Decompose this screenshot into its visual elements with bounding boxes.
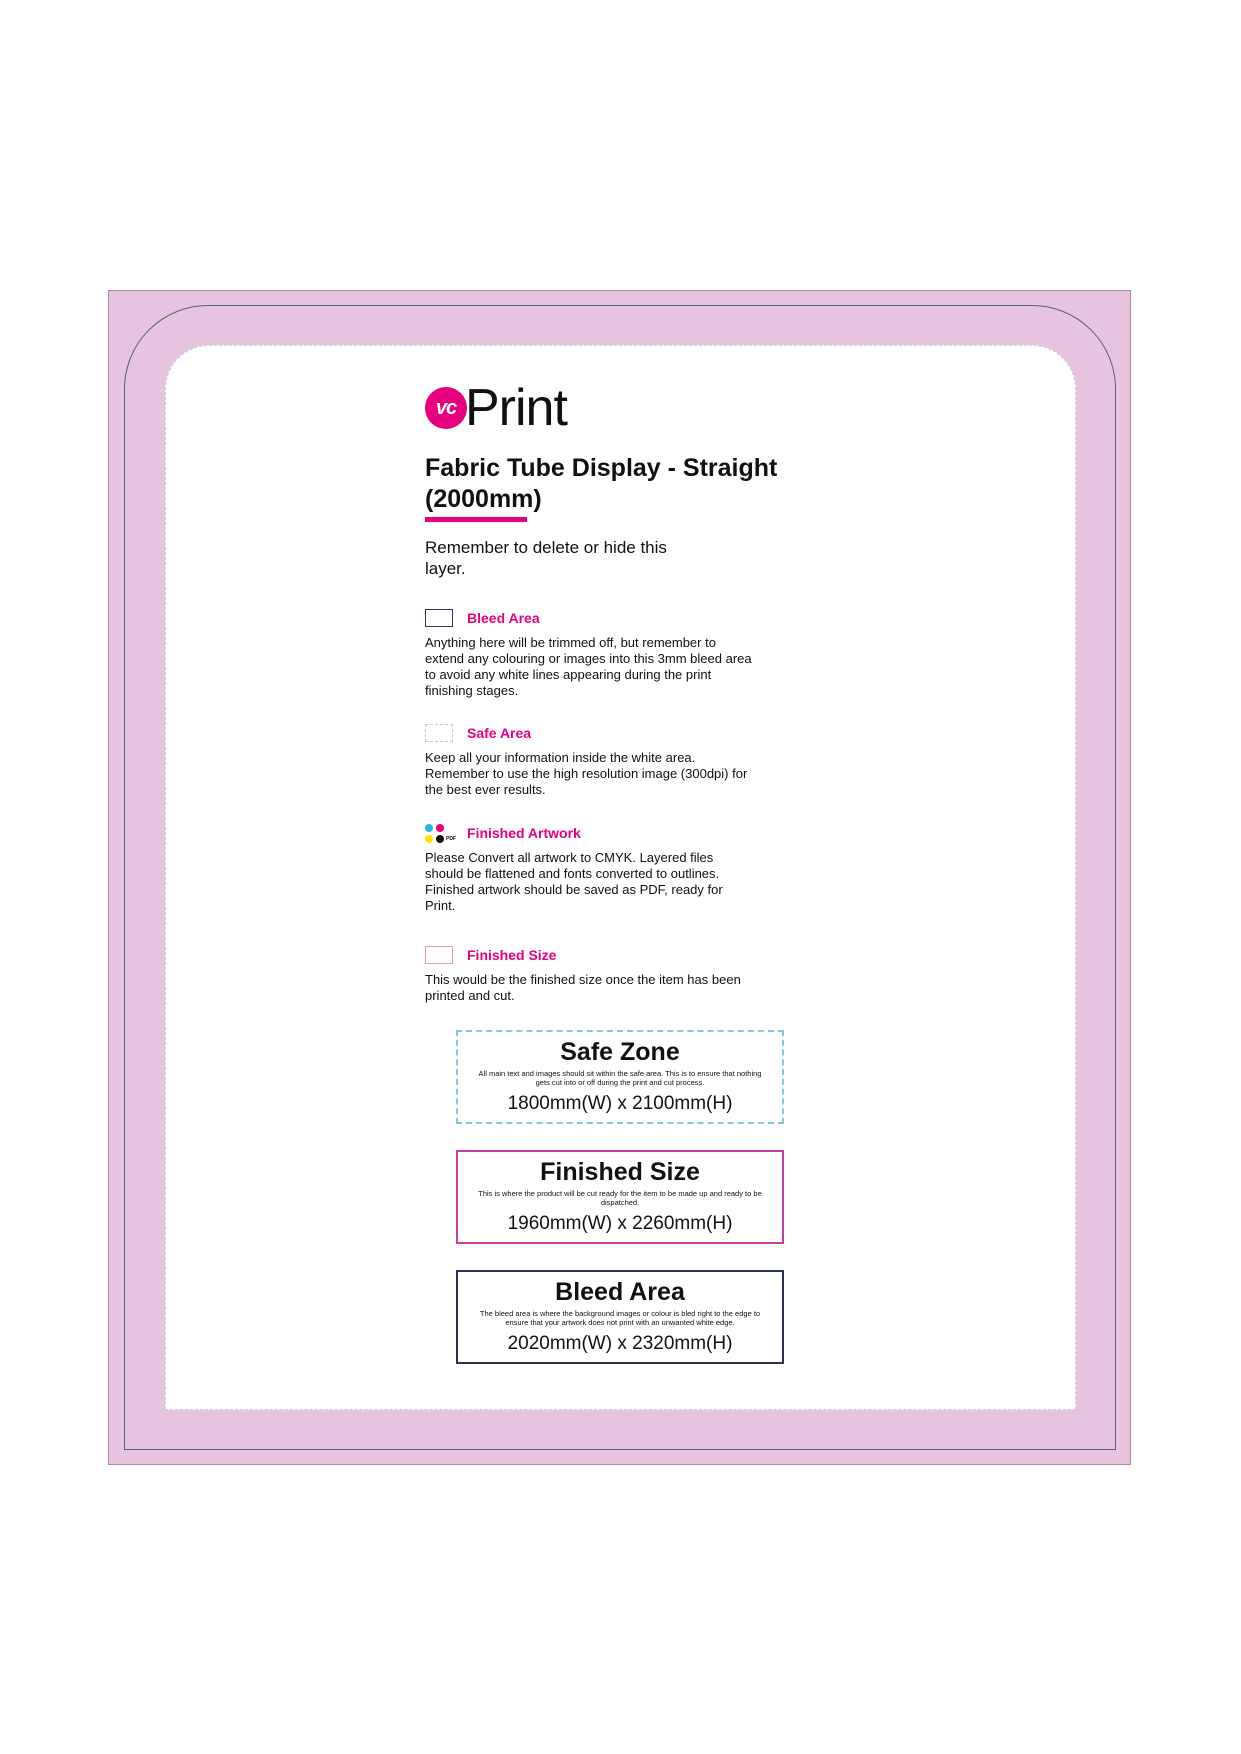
logo-badge: vc xyxy=(425,387,467,429)
legend-artwork-label: Finished Artwork xyxy=(467,825,581,841)
safe-zone-box xyxy=(456,1030,784,1124)
safe-zone-title: Safe Zone xyxy=(560,1038,680,1066)
legend-bleed xyxy=(425,607,755,699)
cmyk-pdf-icon xyxy=(425,822,456,844)
legend-finished-text: This would be the finished size once the item has been printed and cut. xyxy=(425,972,741,1003)
logo-word: Print xyxy=(465,379,567,437)
finished-size-box xyxy=(456,1150,784,1244)
page-title: Fabric Tube Display - Straight (2000mm) xyxy=(425,454,778,513)
legend-safe xyxy=(425,722,755,798)
bleed-swatch-icon xyxy=(425,609,453,627)
pdf-label: PDF xyxy=(446,836,456,842)
legend-safe-text: Keep all your information inside the white area. Remember to use the high resolution image (300dpi) for the best ever results. xyxy=(425,750,748,797)
bleed-area-desc: The bleed area is where the background images or colour is bled right to the edge to ensure that your artwork does not print with an unwanted white edge. xyxy=(479,1309,761,1327)
legend-bleed-text: Anything here will be trimmed off, but remember to extend any colouring or images into this 3mm bleed area to avoid any white lines appearing during the print finishing stages. xyxy=(425,635,752,698)
legend-artwork-text: Please Convert all artwork to CMYK. Layered files should be flattened and fonts converted to outlines. Finished artwork should be saved as PDF, ready for Print. xyxy=(425,850,723,913)
vcprint-logo xyxy=(425,380,567,436)
bleed-area-title: Bleed Area xyxy=(555,1278,685,1306)
reminder-text: Remember to delete or hide this layer. xyxy=(425,538,667,578)
legend-artwork xyxy=(425,822,755,914)
safe-zone-dimensions: 1800mm(W) x 2100mm(H) xyxy=(507,1093,733,1114)
finished-size-dimensions: 1960mm(W) x 2260mm(H) xyxy=(507,1213,733,1234)
bleed-area-box xyxy=(456,1270,784,1364)
safe-swatch-icon xyxy=(425,724,453,742)
finished-size-desc: This is where the product will be cut ready for the item to be made up and ready to be dispatched. xyxy=(478,1189,762,1207)
finished-size-title: Finished Size xyxy=(540,1158,700,1186)
legend-finished-label: Finished Size xyxy=(467,947,557,963)
finished-swatch-icon xyxy=(425,946,453,964)
legend-bleed-label: Bleed Area xyxy=(467,610,540,626)
title-underline xyxy=(425,517,527,522)
legend-finished xyxy=(425,944,755,1004)
safe-zone-desc: All main text and images should sit within the safe area. This is to ensure that nothing gets cut into or off during the print and cut process. xyxy=(478,1069,762,1087)
legend-safe-label: Safe Area xyxy=(467,725,532,741)
bleed-area-dimensions: 2020mm(W) x 2320mm(H) xyxy=(507,1333,733,1354)
